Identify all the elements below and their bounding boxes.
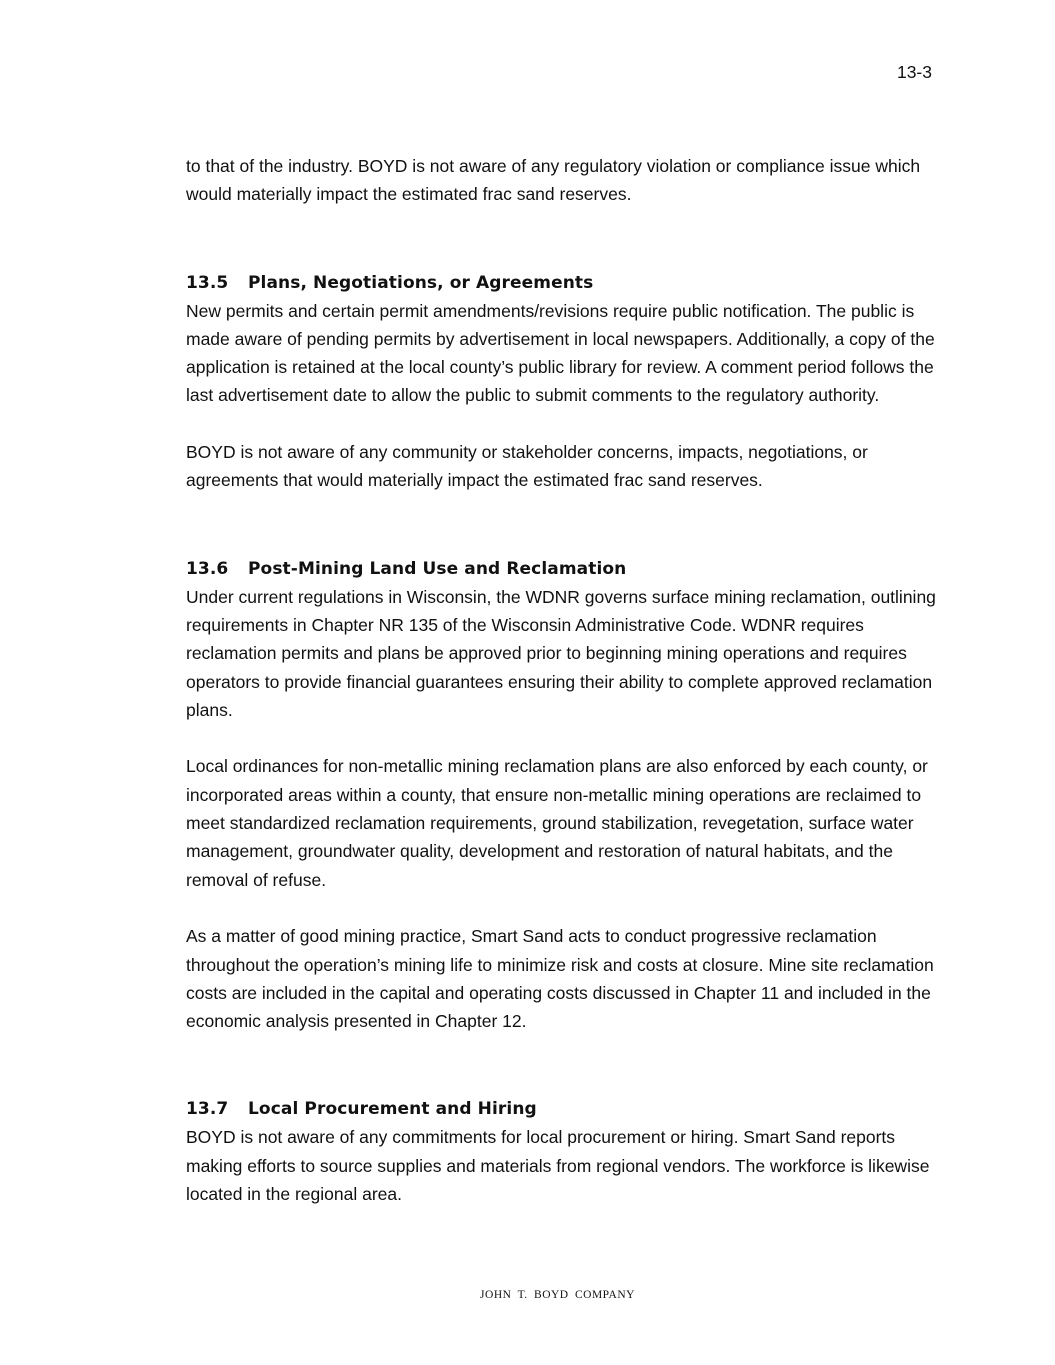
paragraph: BOYD is not aware of any commitments for local procurement or hiring. Smart Sand reports making efforts to source supplies and materials from regional vendors. The workforce is likewise located in the regional area.: [186, 1127, 930, 1205]
paragraph: As a matter of good mining practice, Smart Sand acts to conduct progressive reclamation throughout the operation’s mining life to minimize risk and costs at closure. Mine site reclamation costs are included in the capital and operating costs discussed in Chapter 11 and included in the economic analysis presented in Chapter 12.: [186, 926, 934, 1032]
section-13-5: [186, 269, 936, 495]
paragraph: BOYD is not aware of any community or stakeholder concerns, impacts, negotiations, or agreements that would materially impact the estimated frac sand reserves.: [186, 442, 868, 491]
section-title: Local Procurement and Hiring: [248, 1099, 537, 1120]
intro-paragraph: to that of the industry. BOYD is not aware of any regulatory violation or compliance issue which would materially impact the estimated frac sand reserves.: [186, 156, 921, 205]
page-number: 13-3: [896, 62, 932, 82]
section-13-6: [186, 555, 936, 1036]
document-body: [186, 152, 936, 1208]
paragraph: New permits and certain permit amendments/revisions require public notification. The public is made aware of pending permits by advertisement in local newspapers. Additionally, a copy of the application is retained at the local county’s public library for review. A comment period follows the last advertisement date to allow the public to submit comments to the regulatory authority.: [186, 300, 935, 406]
section-title: Post-Mining Land Use and Reclamation: [248, 558, 627, 579]
section-heading: [186, 269, 936, 297]
paragraph: Under current regulations in Wisconsin, the WDNR governs surface mining reclamation, outlining requirements in Chapter NR 135 of the Wisconsin Administrative Code. WDNR requires reclamation permits and plans be approved prior to beginning mining operations and requires operators to provide financial guarantees ensuring their ability to complete approved reclamation plans.: [186, 586, 936, 720]
section-heading: [186, 555, 936, 583]
section-title: Plans, Negotiations, or Agreements: [248, 272, 594, 293]
section-number: 13.7: [186, 1099, 229, 1120]
section-number: 13.6: [186, 558, 229, 579]
paragraph: Local ordinances for non-metallic mining reclamation plans are also enforced by each county, or incorporated areas within a county, that ensure non-metallic mining operations are reclaimed to meet standardized reclamation requirements, ground stabilization, revegetation, surface water management, groundwater quality, development and restoration of natural habitats, and the removal of refuse.: [186, 756, 928, 890]
footer-company-name: JOHN T. BOYD COMPANY: [480, 1289, 635, 1301]
section-number: 13.5: [186, 272, 229, 293]
section-heading: [186, 1095, 936, 1123]
section-13-7: [186, 1095, 936, 1208]
